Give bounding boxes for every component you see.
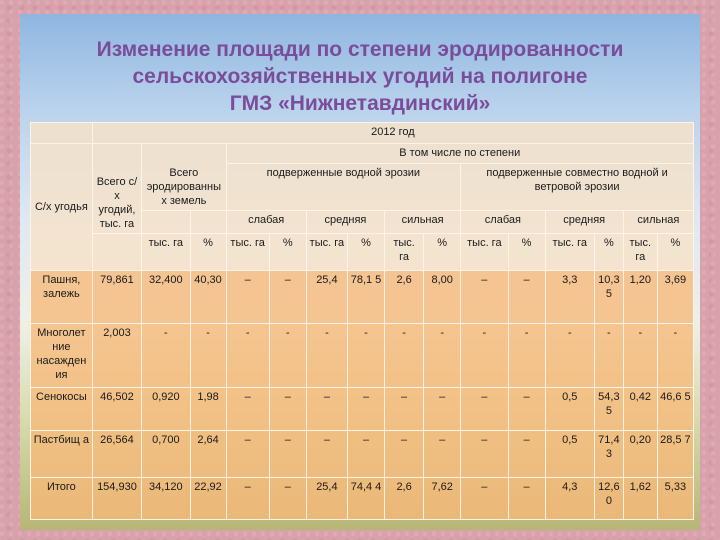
table-cell: – [461,270,508,323]
table-cell: – [269,388,306,430]
table-cell: – [508,477,545,519]
table-cell: – [508,430,545,477]
table-cell: 34,120 [142,477,190,519]
unit-ha: тыс. га [226,234,269,270]
table-cell: 40,30 [190,270,226,323]
table-cell: 0,920 [142,388,190,430]
table-cell: - [461,323,508,388]
medium-header-2: средняя [545,211,623,234]
row-label: Сенокосы [31,388,93,430]
table-cell: - [347,323,384,388]
total-area-header: Всего с/х угодий, тыс. га [92,144,141,234]
table-cell: - [594,323,623,388]
table-cell: – [385,430,424,477]
table-cell: 46,6 5 [657,388,693,430]
unit-ha: тыс. га [306,234,347,270]
table-cell: - [269,323,306,388]
erosion-table [30,122,694,520]
table-cell: 54,3 5 [594,388,623,430]
table-cell: – [306,430,347,477]
table-cell: – [226,270,269,323]
unit-ha: тыс. га [461,234,508,270]
table-cell: 2,003 [92,323,141,388]
table-cell: – [461,430,508,477]
unit-ha: тыс. га [142,234,190,270]
title-line-2: сельскохозяйственных угодий на полигоне [132,65,588,88]
table-cell: 74,4 4 [347,477,384,519]
slide-title [20,36,700,117]
table-cell: - [385,323,424,388]
slide [20,14,700,530]
table-cell: – [269,270,306,323]
table-cell: – [508,388,545,430]
table-cell: 3,3 [545,270,594,323]
weak-header: слабая [226,211,306,234]
title-line-1: Изменение площади по степени эродированности [96,38,624,61]
table-cell: 1,20 [623,270,657,323]
total-eroded-header: Всего эродированных земель [142,144,226,211]
table-cell: 8,00 [424,270,461,323]
table-row [31,477,694,519]
table-cell: – [347,430,384,477]
table-cell: 2,64 [190,430,226,477]
table-cell: 0,700 [142,430,190,477]
table-cell: – [306,388,347,430]
table-cell: 32,400 [142,270,190,323]
row-label: Многолет ние насажден ия [31,323,93,388]
table-cell: 1,62 [623,477,657,519]
erosion-table-container [30,122,694,520]
table-cell: – [424,430,461,477]
table-cell: - [190,323,226,388]
table-cell: – [226,388,269,430]
table-cell: 2,6 [385,477,424,519]
row-label: Пастбищ а [31,430,93,477]
table-cell: 7,62 [424,477,461,519]
incl-header: В том числе по степени [226,144,693,164]
table-cell: 28,5 7 [657,430,693,477]
table-cell: 22,92 [190,477,226,519]
table-cell: - [142,323,190,388]
table-row [31,323,694,388]
unit-ha: тыс. га [623,234,657,270]
unit-pct: % [424,234,461,270]
table-cell: 2,6 [385,270,424,323]
strong-header: сильная [385,211,461,234]
strong-header-2: сильная [623,211,693,234]
table-cell: – [508,270,545,323]
table-cell: 154,930 [92,477,141,519]
table-cell: – [461,477,508,519]
table-cell: - [657,323,693,388]
table-cell: – [347,388,384,430]
table-row [31,430,694,477]
table-row [31,388,694,430]
table-cell: 4,3 [545,477,594,519]
table-cell: 71,4 3 [594,430,623,477]
table-cell: 79,861 [92,270,141,323]
title-line-3: ГМЗ «Нижнетавдинский» [229,92,491,115]
unit-pct: % [190,234,226,270]
table-cell: 3,69 [657,270,693,323]
table-cell: – [226,430,269,477]
table-cell: – [269,430,306,477]
water-erosion-header: подверженные водной эрозии [226,164,461,211]
unit-pct: % [347,234,384,270]
table-cell: 0,20 [623,430,657,477]
table-cell: - [623,323,657,388]
table-cell: 25,4 [306,270,347,323]
table-cell: - [545,323,594,388]
table-cell: – [226,477,269,519]
row-label: Пашня, залежь [31,270,93,323]
table-cell: - [508,323,545,388]
table-cell: 12,6 0 [594,477,623,519]
table-cell: - [226,323,269,388]
table-cell: 25,4 [306,477,347,519]
row-label: Итого [31,477,93,519]
weak-header-2: слабая [461,211,545,234]
table-cell: 10,3 5 [594,270,623,323]
table-row [31,270,694,323]
unit-pct: % [508,234,545,270]
unit-pct: % [269,234,306,270]
unit-pct: % [657,234,693,270]
unit-ha: тыс. га [545,234,594,270]
table-cell: 0,5 [545,430,594,477]
table-cell: 26,564 [92,430,141,477]
unit-ha: тыс. га [385,234,424,270]
table-cell: 1,98 [190,388,226,430]
water-wind-erosion-header: подверженные совместно водной и ветровой эрозии [461,164,694,211]
unit-pct: % [594,234,623,270]
table-cell: 46,502 [92,388,141,430]
table-cell: 0,5 [545,388,594,430]
table-cell: – [269,477,306,519]
row-header: С/х угодья [31,144,93,270]
medium-header: средняя [306,211,384,234]
year-header: 2012 год [92,123,693,144]
table-cell: 0,42 [623,388,657,430]
table-cell: – [385,388,424,430]
table-cell: 78,1 5 [347,270,384,323]
table-cell: – [461,388,508,430]
table-cell: - [424,323,461,388]
table-cell: 5,33 [657,477,693,519]
table-cell: - [306,323,347,388]
table-cell: – [424,388,461,430]
